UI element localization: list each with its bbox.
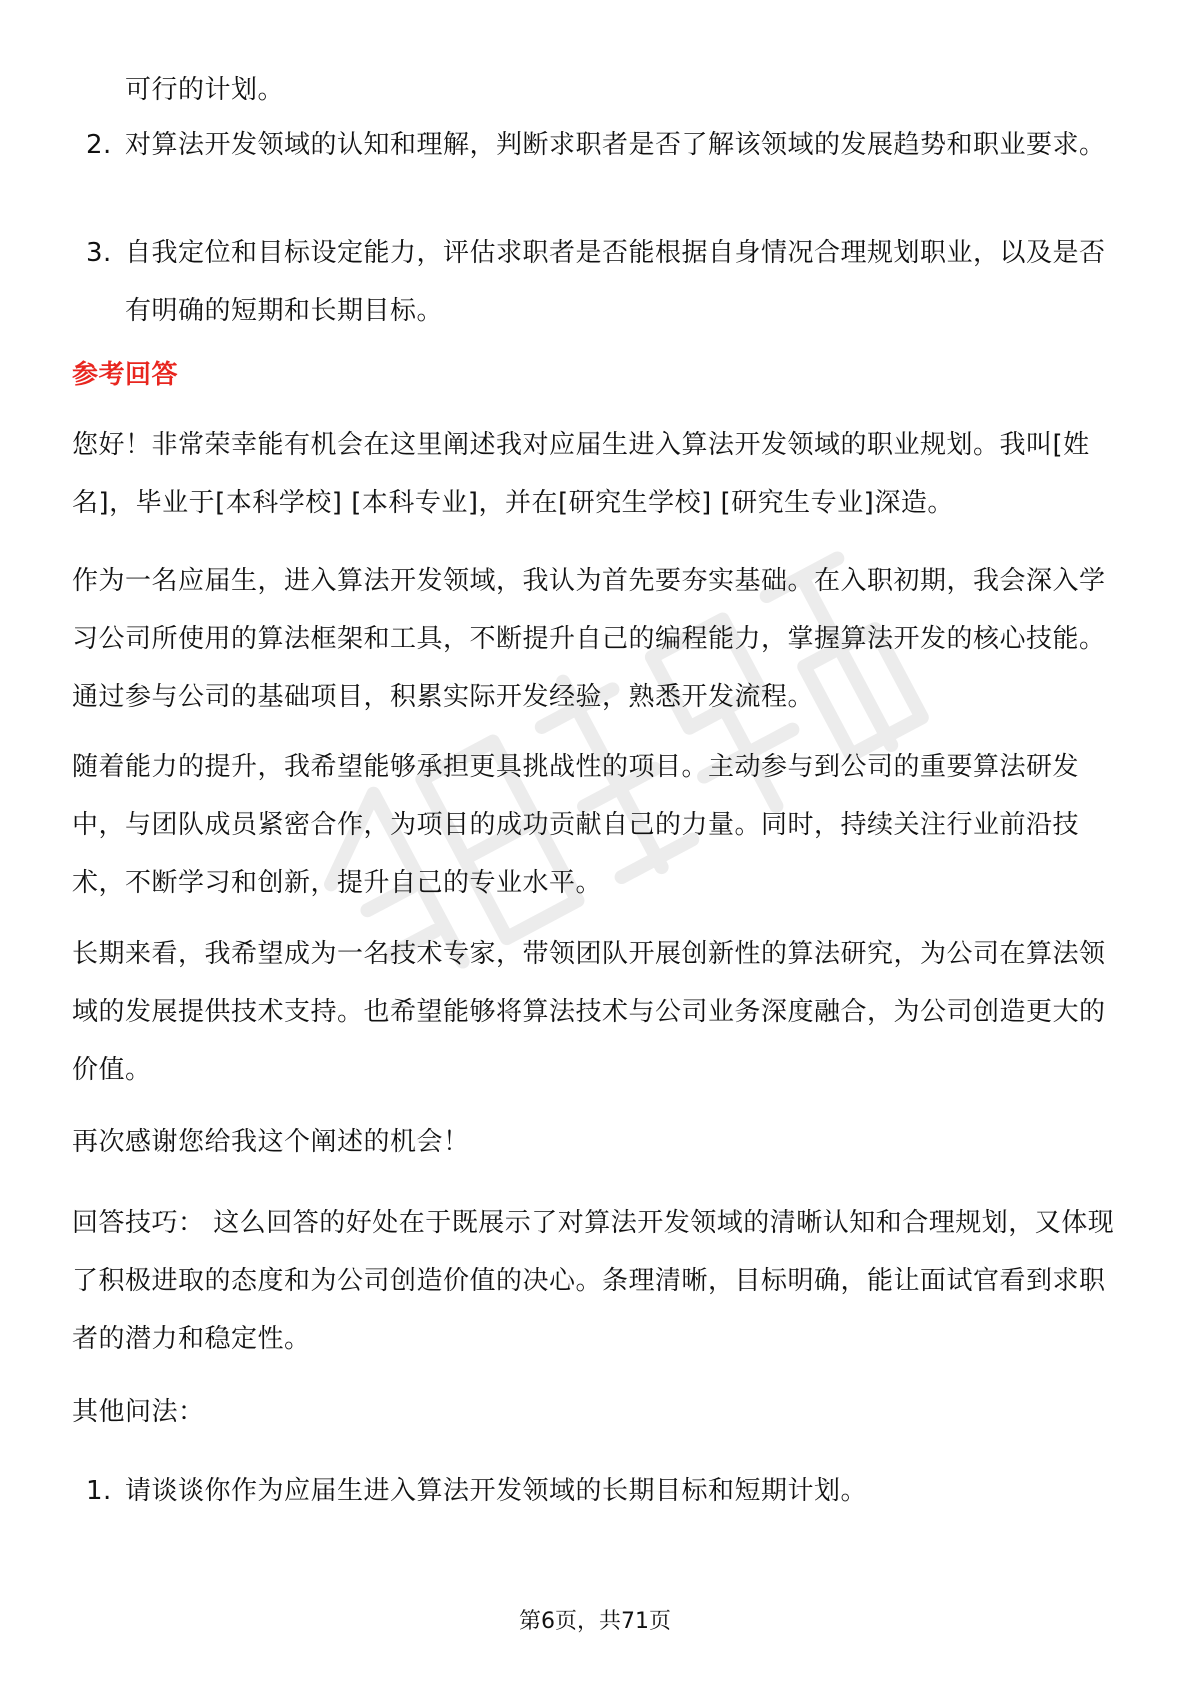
other-questions-label: 其他问法： — [72, 1397, 205, 1427]
page-number-footer: 第6页，共71页 — [519, 1609, 671, 1634]
criteria-item-text: 对算法开发领域的认知和理解，判断求职者是否了解该领域的发展趋势和职业要求。 — [125, 130, 1106, 160]
criteria-item-continuation — [72, 61, 1122, 119]
criteria-item-number: 3. — [86, 238, 112, 268]
criteria-item-3 — [72, 224, 1122, 340]
other-question-text: 请谈谈你作为应届生进入算法开发领域的长期目标和短期计划。 — [125, 1476, 868, 1506]
answer-paragraph-long-term: 长期来看，我希望成为一名技术专家，带领团队开展创新性的算法研究，为公司在算法领域的发展提供技术支持。也希望能够将算法技术与公司业务深度融合，为公司创造更大的价值。 — [72, 939, 1106, 1085]
criteria-item-text: 自我定位和目标设定能力，评估求职者是否能根据自身情况合理规划职业，以及是否有明确的短期和长期目标。 — [125, 238, 1106, 326]
criteria-item-number: 2. — [86, 130, 112, 160]
criteria-item-text: 可行的计划。 — [125, 75, 285, 105]
page-content — [72, 0, 1122, 1684]
criteria-item-2 — [72, 116, 1122, 174]
other-question-item-1 — [72, 1462, 1122, 1520]
answer-paragraph-thanks: 再次感谢您给我这个阐述的机会！ — [72, 1127, 470, 1157]
answer-paragraph-foundation: 作为一名应届生，进入算法开发领域，我认为首先要夯实基础。在入职初期，我会深入学习公司所使用的算法框架和工具，不断提升自己的编程能力，掌握算法开发的核心技能。通过参与公司的基础项目，积累实际开发经验，熟悉开发流程。 — [72, 566, 1106, 712]
answer-paragraph-growth: 随着能力的提升，我希望能够承担更具挑战性的项目。主动参与到公司的重要算法研发中，与团队成员紧密合作，为项目的成功贡献自己的力量。同时，持续关注行业前沿技术，不断学习和创新，提升自己的专业水平。 — [72, 752, 1080, 898]
other-question-number: 1. — [86, 1476, 112, 1506]
answer-tips-paragraph: 回答技巧： 这么回答的好处在于既展示了对算法开发领域的清晰认知和合理规划，又体现了积极进取的态度和为公司创造价值的决心。条理清晰，目标明确，能让面试官看到求职者的潜力和稳定性。 — [72, 1208, 1115, 1354]
reference-answer-heading: 参考回答 — [72, 360, 179, 390]
answer-paragraph-intro: 您好！非常荣幸能有机会在这里阐述我对应届生进入算法开发领域的职业规划。我叫[姓名]，毕业于[本科学校] [本科专业]，并在[研究生学校] [研究生专业]深造。 — [72, 430, 1090, 518]
